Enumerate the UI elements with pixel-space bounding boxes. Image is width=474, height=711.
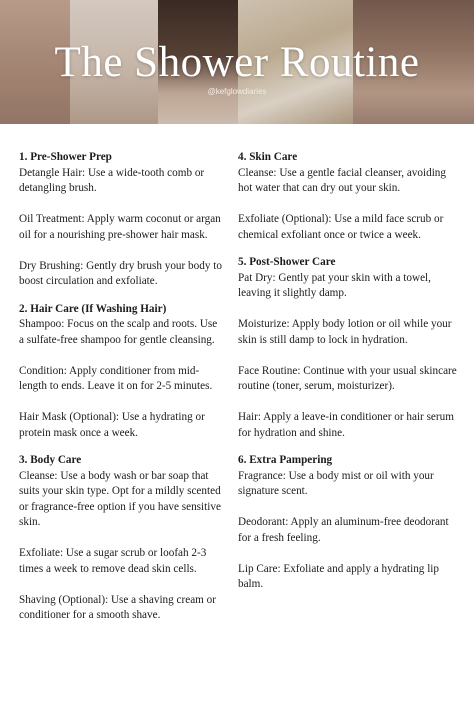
step-item: Deodorant: Apply an aluminum-free deodorant for a fresh feeling. xyxy=(238,516,449,544)
step-item: Lip Care: Exfoliate and apply a hydrating lip balm. xyxy=(238,562,440,590)
page-title: The Shower Routine xyxy=(54,39,420,86)
section-title: 2. Hair Care (If Washing Hair) xyxy=(19,302,167,315)
section-title: 6. Extra Pampering xyxy=(238,454,333,466)
step-item: Oil Treatment: Apply warm coconut or argan oil for a nourishing pre-shower hair mask. xyxy=(19,213,221,241)
step-item: Dry Brushing: Gently dry brush your body to boost circulation and exfoliate. xyxy=(19,259,222,287)
step-item: Shaving (Optional): Use a shaving cream or conditioner for a smooth shave. xyxy=(19,593,216,621)
header-banner xyxy=(0,0,474,124)
section-post-shower-care xyxy=(238,255,463,441)
step-item: Pat Dry: Gently pat your skin with a towel, leaving it slightly damp. xyxy=(238,271,431,299)
step-item: Condition: Apply conditioner from mid-length to ends. Leave it on for 2-5 minutes. xyxy=(19,364,213,392)
step-item: Cleanse: Use a body wash or bar soap that suits your skin type. Opt for a mildly scented or fragrance-free option if you have sensitive skin. xyxy=(19,469,221,528)
section-body-care xyxy=(19,453,224,624)
left-column xyxy=(19,150,224,636)
right-column xyxy=(238,150,463,605)
step-item: Hair Mask (Optional): Use a hydrating or protein mask once a week. xyxy=(19,411,205,439)
section-title: 5. Post-Shower Care xyxy=(238,256,336,268)
step-item: Moisturize: Apply body lotion or oil while your skin is still damp to lock in hydration. xyxy=(238,318,452,346)
step-item: Shampoo: Focus on the scalp and roots. Use a sulfate-free shampoo for gentle cleansing. xyxy=(19,318,218,346)
step-item: Exfoliate (Optional): Use a mild face scrub or chemical exfoliant once or twice a week. xyxy=(238,213,444,241)
step-item: Hair: Apply a leave-in conditioner or hair serum for hydration and shine. xyxy=(238,411,454,439)
section-pre-shower-prep xyxy=(19,150,224,290)
section-hair-care xyxy=(19,302,224,442)
step-item: Fragrance: Use a body mist or oil with your signature scent. xyxy=(238,469,434,497)
section-title: 1. Pre-Shower Prep xyxy=(19,151,112,163)
step-item: Detangle Hair: Use a wide-tooth comb or detangling brush. xyxy=(19,166,205,194)
section-extra-pampering xyxy=(238,453,463,593)
author-handle: @kefglowdiaries xyxy=(207,87,267,96)
step-item: Face Routine: Continue with your usual skincare routine (toner, serum, moisturizer). xyxy=(238,364,457,392)
step-item: Exfoliate: Use a sugar scrub or loofah 2-3 times a week to remove dead skin cells. xyxy=(19,547,207,575)
section-title: 3. Body Care xyxy=(19,454,82,466)
section-title: 4. Skin Care xyxy=(238,151,298,163)
step-item: Cleanse: Use a gentle facial cleanser, avoiding hot water that can dry out your skin. xyxy=(238,166,446,194)
section-skin-care xyxy=(238,150,463,243)
